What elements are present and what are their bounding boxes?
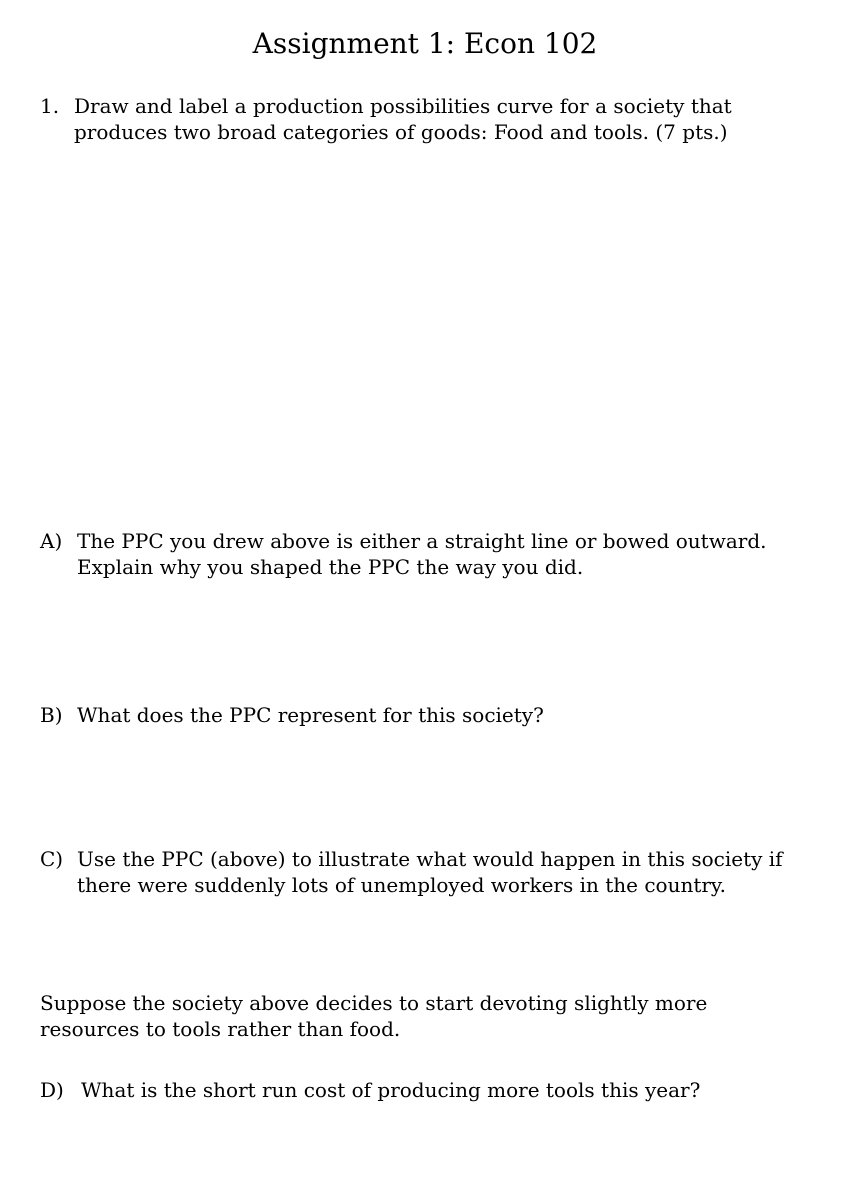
part-c-marker: C) xyxy=(40,847,64,871)
scenario-paragraph xyxy=(40,990,800,1042)
question-part-b xyxy=(40,702,830,728)
question-part-d xyxy=(40,1077,830,1103)
question-1-text: Draw and label a production possibilities curve for a society that produces two broad categories of goods: Food and tools. (7 pts.) xyxy=(74,94,732,144)
question-part-a xyxy=(40,528,830,580)
scenario-text: Suppose the society above decides to start devoting slightly more resources to tools rather than food. xyxy=(40,991,708,1041)
part-d-marker: D) xyxy=(40,1078,64,1102)
part-d-text: What is the short run cost of producing more tools this year? xyxy=(81,1078,701,1102)
question-1 xyxy=(40,93,820,145)
page-title: Assignment 1: Econ 102 xyxy=(252,27,598,60)
part-a-text: The PPC you drew above is either a straight line or bowed outward. Explain why you shaped the PPC the way you did. xyxy=(77,529,767,579)
part-c-text: Use the PPC (above) to illustrate what would happen in this society if there were suddenly lots of unemployed workers in the country. xyxy=(77,847,783,897)
part-b-text: What does the PPC represent for this society? xyxy=(77,703,544,727)
question-1-number: 1. xyxy=(40,94,60,118)
part-a-marker: A) xyxy=(40,529,63,553)
part-b-marker: B) xyxy=(40,703,63,727)
question-part-c xyxy=(40,846,830,898)
